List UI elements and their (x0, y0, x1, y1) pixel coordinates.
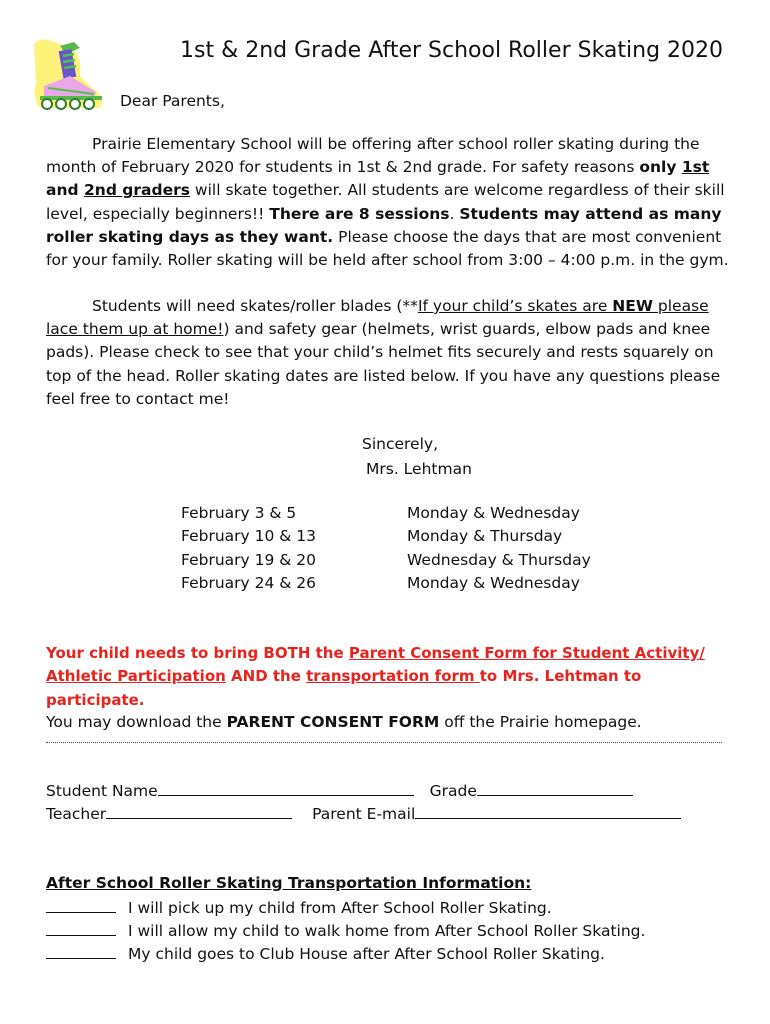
student-info-row (46, 779, 633, 802)
equipment-paragraph: Students will need skates/roller blades (**If your child’s skates are NEW please lace them up at home!) and safety gear (helmets, wrist guards, elbow pads and knee pads). Please check to see that your child’s helmet fits securely and rests squarely on top of the head. Roller skating dates are listed below. If you have any questions please feel free to contact me! (46, 297, 721, 408)
required-forms-notice: Your child needs to bring BOTH the Parent Consent Form for Student Activity/ Athletic Participation AND the transportation form to Mrs. Lehtman to participate. (46, 644, 705, 709)
transport-option (46, 942, 605, 965)
session-days-label: Monday & Wednesday (407, 573, 580, 592)
session-date: February 24 & 26 (181, 573, 316, 592)
cut-line-divider (46, 742, 722, 743)
parent-email-label: Parent E-mail (312, 805, 416, 823)
teacher-label: Teacher (46, 805, 107, 823)
page-title: 1st & 2nd Grade After School Roller Skating 2020 (180, 38, 724, 63)
transport-option (46, 896, 552, 919)
closing-signature (362, 432, 472, 482)
transport-option-blank[interactable] (46, 919, 116, 936)
session-date: February 19 & 20 (181, 550, 316, 569)
student-name-label: Student Name (46, 782, 158, 800)
grade-field[interactable] (477, 779, 633, 796)
session-dates (181, 502, 316, 595)
session-days (407, 502, 591, 595)
roller-skate-icon (30, 36, 110, 112)
session-days-label: Wednesday & Thursday (407, 550, 591, 569)
student-name-field[interactable] (158, 779, 414, 796)
consent-form-link[interactable]: Parent Consent Form for Student Activity/ Athletic Participation (46, 644, 705, 686)
session-date: February 3 & 5 (181, 504, 297, 522)
transport-option (46, 919, 645, 942)
teacher-info-row (46, 802, 681, 825)
salutation: Dear Parents, (120, 92, 225, 110)
transport-option-blank[interactable] (46, 942, 116, 959)
parent-email-field[interactable] (415, 802, 681, 819)
intro-paragraph: Prairie Elementary School will be offering after school roller skating during the month of February 2020 for students in 1st & 2nd grade. For safety reasons only 1st and 2nd graders will skate together. All students are welcome regardless of their skill level, especially beginners!! There are 8 sessions. Students may attend as many roller skating days as they want. Please choose the days that are most convenient for your family. Roller skating will be held after school from 3:00 – 4:00 p.m. in the gym. (46, 135, 729, 270)
grade-label: Grade (429, 782, 477, 800)
session-days-label: Monday & Thursday (407, 527, 563, 546)
teacher-field[interactable] (106, 802, 292, 819)
transport-option-label: I will allow my child to walk home from After School Roller Skating. (128, 922, 646, 940)
session-days-label: Monday & Wednesday (407, 504, 580, 522)
session-date: February 10 & 13 (181, 527, 316, 546)
transport-option-label: My child goes to Club House after After School Roller Skating. (128, 945, 605, 963)
signer-name: Mrs. Lehtman (366, 460, 472, 478)
transport-option-label: I will pick up my child from After School Roller Skating. (128, 899, 552, 917)
closing-line: Sincerely, (362, 435, 439, 453)
transport-option-blank[interactable] (46, 896, 116, 913)
transportation-heading: After School Roller Skating Transportation Information: (46, 874, 532, 892)
transportation-form-link[interactable]: transportation form (306, 667, 480, 686)
download-instructions: You may download the PARENT CONSENT FORM off the Prairie homepage. (46, 713, 642, 731)
